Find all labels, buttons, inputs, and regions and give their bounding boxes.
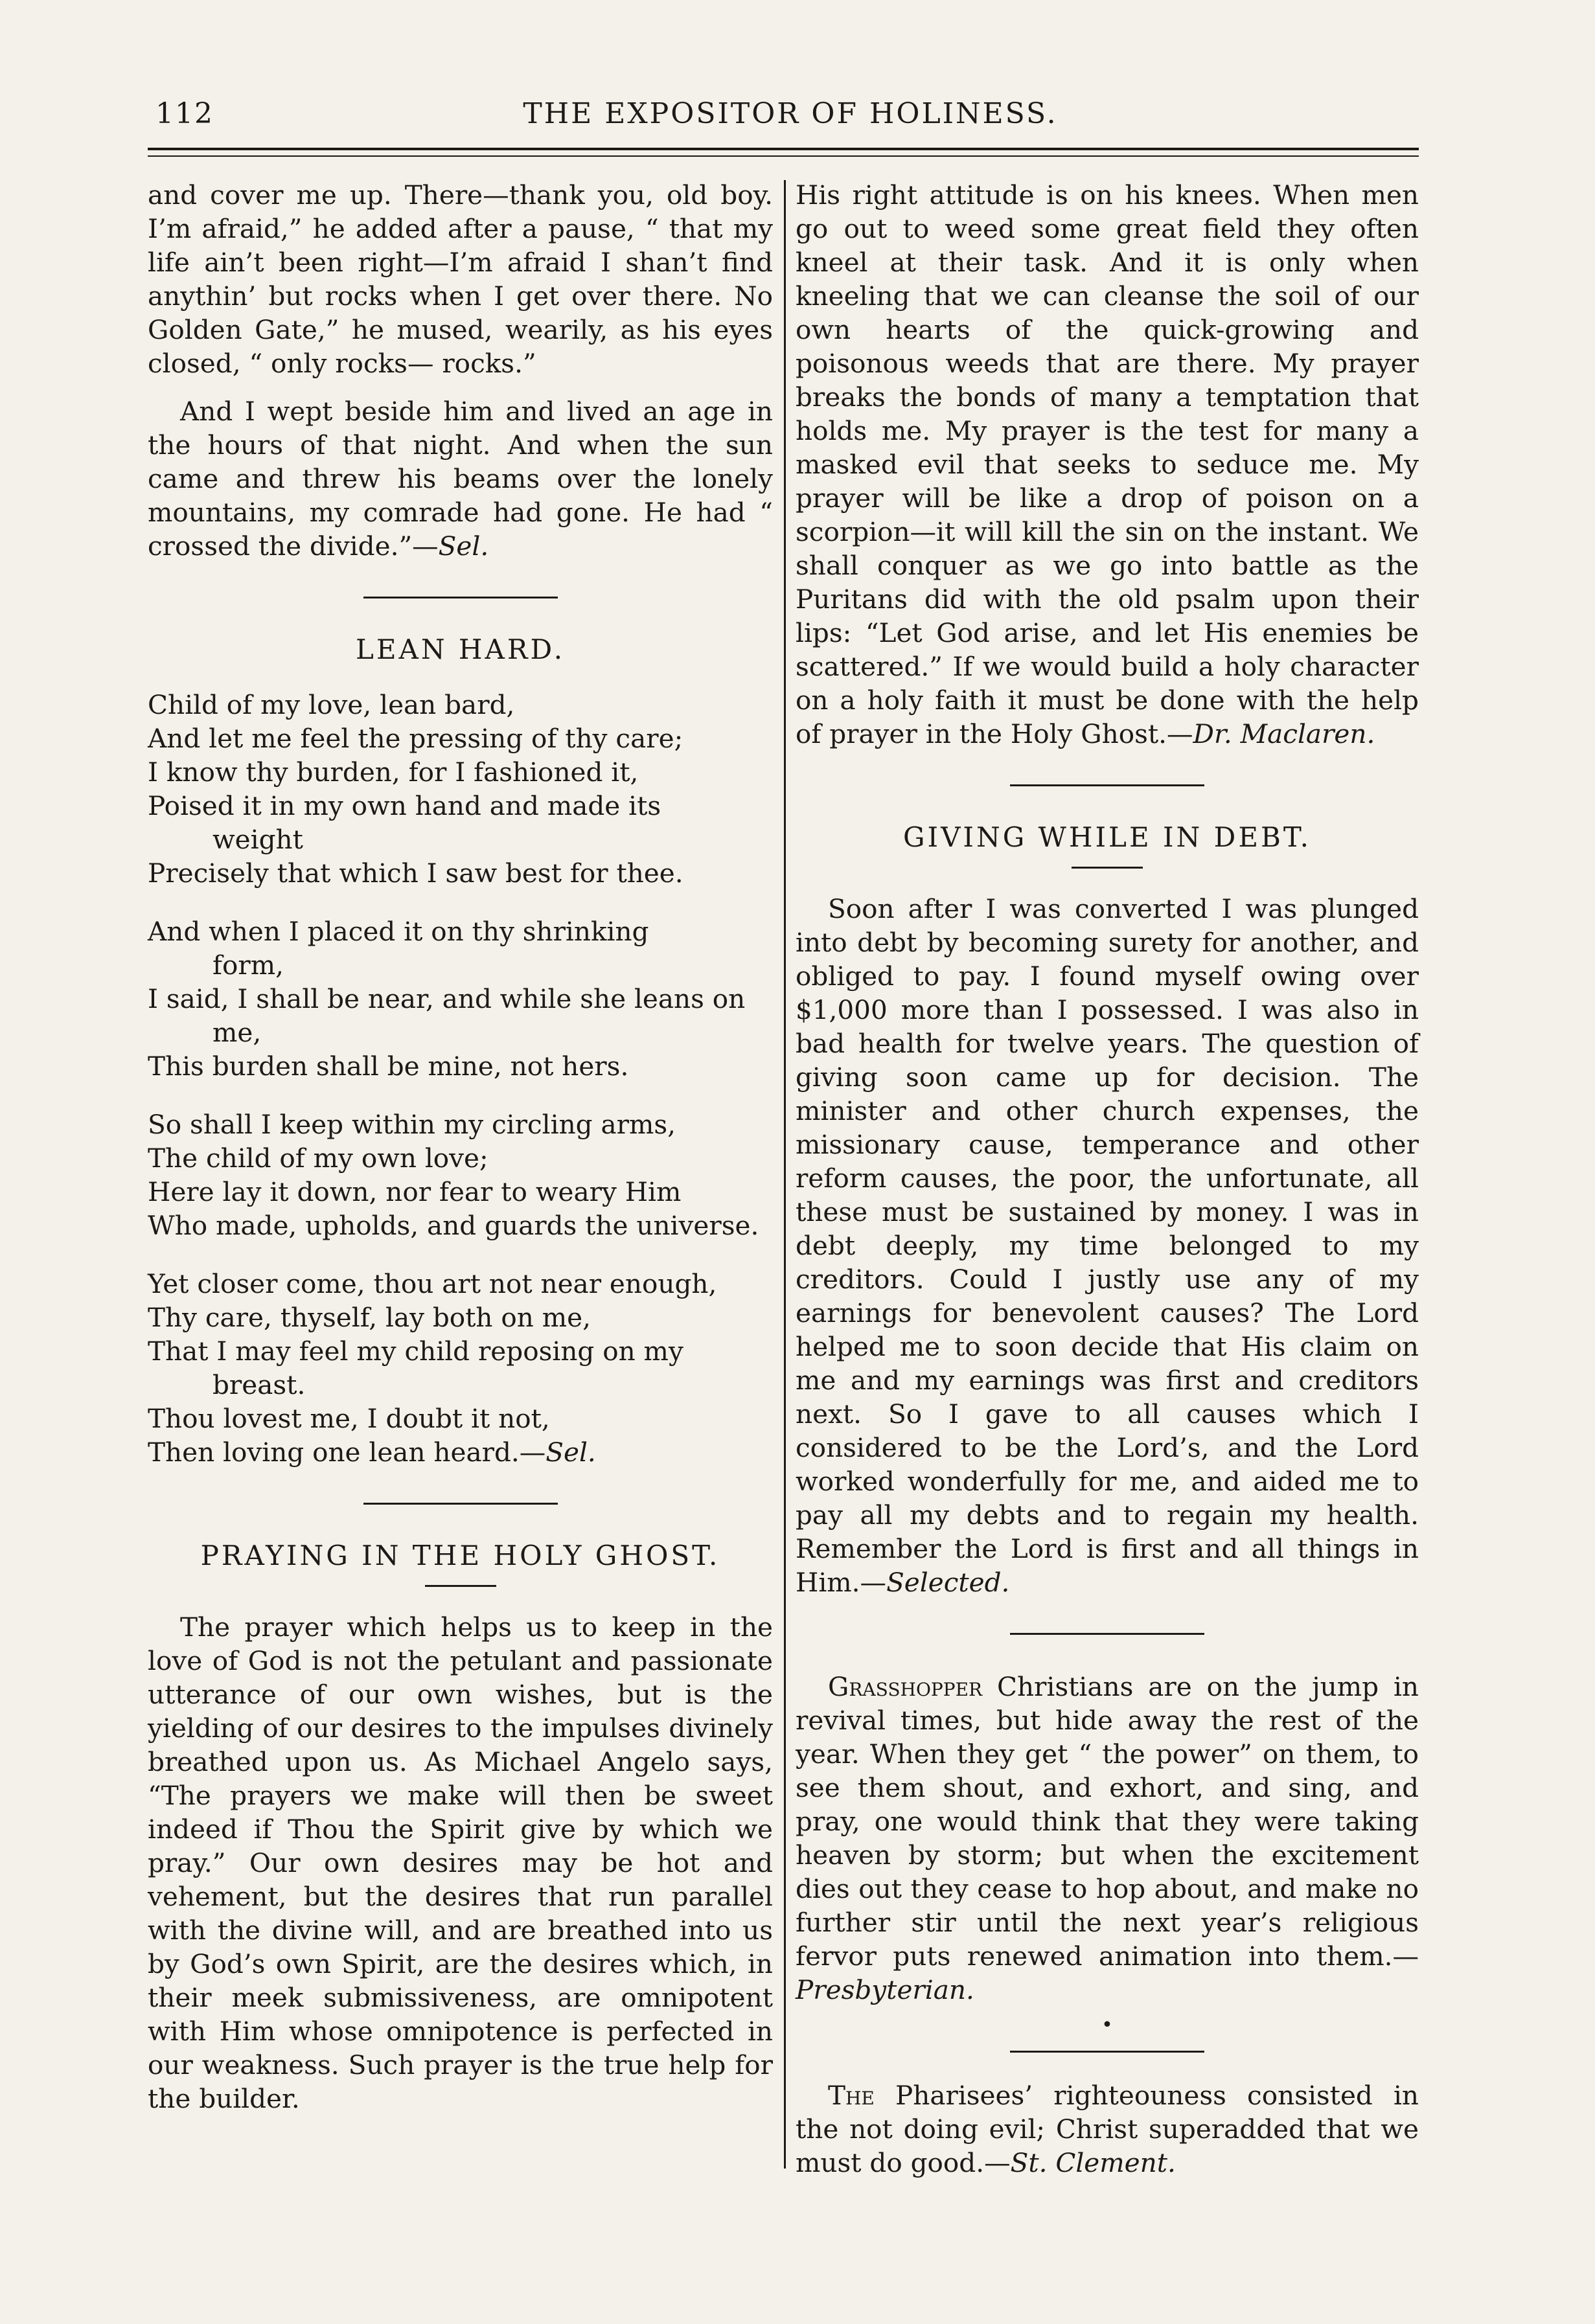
poem-line: Thou lovest me, I doubt it not,: [148, 1403, 550, 1434]
header-rule-bottom: [148, 155, 1419, 157]
poem-line: breast.: [212, 1369, 306, 1400]
article-paragraph: [796, 892, 1419, 1599]
poem-line: me,: [212, 1017, 262, 1048]
article-text: Christians are on the jump in revival times, but hide away the rest of the year. When they get “ the power” on them, to see them shout, and exhort, and sing, and pray, one would think that they were taking heaven by storm; but when the excitement dies out they cease to hop about, and make no further stir until the next year’s religious fervor puts renewed animation into them.—: [796, 1671, 1419, 1972]
poem-line: form,: [212, 950, 284, 981]
poem-line: This burden shall be mine, not hers.: [148, 1051, 629, 1082]
poem-stanza: [148, 688, 773, 890]
heading-rule: [425, 1585, 496, 1587]
article-text: His right attitude is on his knees. When men go out to weed some great field they often kneel at their task. And it is only when kneeling that we can cleanse the soil of our own hearts of the quick-growing and poisonous weeds that are there. My prayer breaks the bonds of many a temptation that holds me. My prayer is the test for many a masked evil that seeks to seduce me. My prayer will be like a drop of poison on a scorpion—it will kill the sin on the instant. We shall conquer as we go into battle as the Puritans did with the old psalm upon their lips: “Let God arise, and let His enemies be scattered.” If we would build a holy character on a holy faith it must be done with the help of prayer in the Holy Ghost.—: [796, 179, 1419, 749]
source-credit: Sel.: [545, 1437, 596, 1468]
poem-line: Yet closer come, thou art not near enough,: [148, 1268, 717, 1299]
bullet-ornament: •: [1101, 2014, 1113, 2036]
poem-stanza: [148, 1267, 773, 1469]
poem-line: I know thy burden, for I fashioned it,: [148, 757, 639, 788]
poem-text: Then loving one lean heard.—: [148, 1437, 546, 1468]
poem-stanza: [148, 1108, 773, 1242]
page-header: [155, 97, 1425, 142]
right-column: [796, 178, 1419, 2180]
source-credit: Sel.: [438, 530, 489, 562]
section-separator: [1010, 1633, 1204, 1635]
running-title: THE EXPOSITOR OF HOLINESS.: [523, 97, 1058, 130]
article-paragraph: The prayer which helps us to keep in the love of God is not the petulant and passionate utterance of our own wishes, but is the yielding of our desires to the impulses divinely breathed upon us. As Michael Angelo says, “The prayers we make will then be sweet indeed if Thou the Spirit give by which we pray.” Our own desires may be hot and vehement, but the desires that run parallel with the divine will, and are breathed into us by God’s own Spirit, are the desires which, in their meek submissiveness, are omnipotent with Him whose omnipotence is perfected in our weakness. Such prayer is the true help for the builder.: [148, 1612, 773, 2114]
poem-line: Precisely that which I saw best for thee.: [148, 858, 683, 889]
header-rule-top: [148, 148, 1419, 150]
poem-line: And when I placed it on thy shrinking: [148, 916, 649, 947]
left-column: [148, 178, 773, 2115]
article-paragraph: [796, 2079, 1419, 2180]
poem-line: weight: [212, 824, 303, 855]
source-credit: Dr. Maclaren.: [1193, 718, 1375, 749]
poem-line: Who made, upholds, and guards the universe.: [148, 1210, 759, 1241]
page-number: 112: [155, 97, 214, 130]
poem-stanza: [148, 915, 773, 1083]
poem-line: The child of my own love;: [148, 1143, 488, 1174]
source-credit: St. Clement.: [1010, 2147, 1176, 2178]
article-paragraph: [796, 1670, 1419, 2007]
section-heading: GIVING WHILE IN DEBT.: [902, 821, 1312, 853]
source-credit: Presbyterian.: [796, 1974, 974, 2005]
lead-word: The: [828, 2080, 875, 2111]
poem-lean-hard: [148, 688, 773, 1469]
poem-line: Child of my love, lean bard,: [148, 689, 515, 720]
story-paragraph: [148, 394, 773, 563]
lead-word: Grasshopper: [828, 1671, 983, 1702]
poem-line: Here lay it down, nor fear to weary Him: [148, 1176, 682, 1207]
poem-line: That I may feel my child reposing on my: [148, 1336, 683, 1367]
section-separator: [363, 597, 558, 598]
story-text: And I wept beside him and lived an age in the hours of that night. And when the sun came and threw his beams over the lonely mountains, my comrade had gone. He had “ crossed the divide.”—: [148, 396, 773, 562]
section-separator: [363, 1503, 558, 1505]
section-heading: PRAYING IN THE HOLY GHOST.: [200, 1540, 720, 1571]
poem-line: [148, 1435, 773, 1469]
article-text: Pharisees’ righteouness consisted in the not doing evil; Christ superadded that we must do good.—: [796, 2080, 1419, 2178]
source-credit: Selected.: [886, 1567, 1010, 1598]
section-separator: [1010, 784, 1204, 786]
poem-line: And let me feel the pressing of thy care;: [148, 723, 683, 754]
section-separator: [1010, 2051, 1204, 2053]
heading-rule: [1072, 867, 1143, 869]
column-divider: [784, 180, 786, 2169]
poem-line: Poised it in my own hand and made its: [148, 790, 661, 821]
poem-line: Thy care, thyself, lay both on me,: [148, 1302, 591, 1333]
article-paragraph: [796, 178, 1419, 751]
section-heading: LEAN HARD.: [355, 633, 566, 665]
poem-line: So shall I keep within my circling arms,: [148, 1109, 676, 1140]
poem-line: I said, I shall be near, and while she leans on: [148, 983, 746, 1014]
article-text: Soon after I was converted I was plunged into debt by becoming surety for another, and obliged to pay. I found myself owing over $1,000 more than I possessed. I was also in bad health for twelve years. The question of giving soon came up for decision. The minister and other church expenses, the missionary cause, temperance and other reform causes, the poor, the unfortunate, all these must be sustained by money. I was in debt deeply, my time belonged to my creditors. Could I justly use any of my earnings for benevolent causes? The Lord helped me to soon decide that His claim on me and my earnings was first and creditors next. So I gave to all causes which I considered to be the Lord’s, and the Lord worked wonderfully for me, and aided me to pay all my debts and to regain my health. Remember the Lord is first and all things in Him.—: [796, 893, 1419, 1598]
story-paragraph: and cover me up. There—thank you, old boy. I’m afraid,” he added after a pause, “ that my life ain’t been right—I’m afraid I shan’t find anythin’ but rocks when I get over there. No Golden Gate,” he mused, wearily, as his eyes closed, “ only rocks— rocks.”: [148, 179, 773, 379]
